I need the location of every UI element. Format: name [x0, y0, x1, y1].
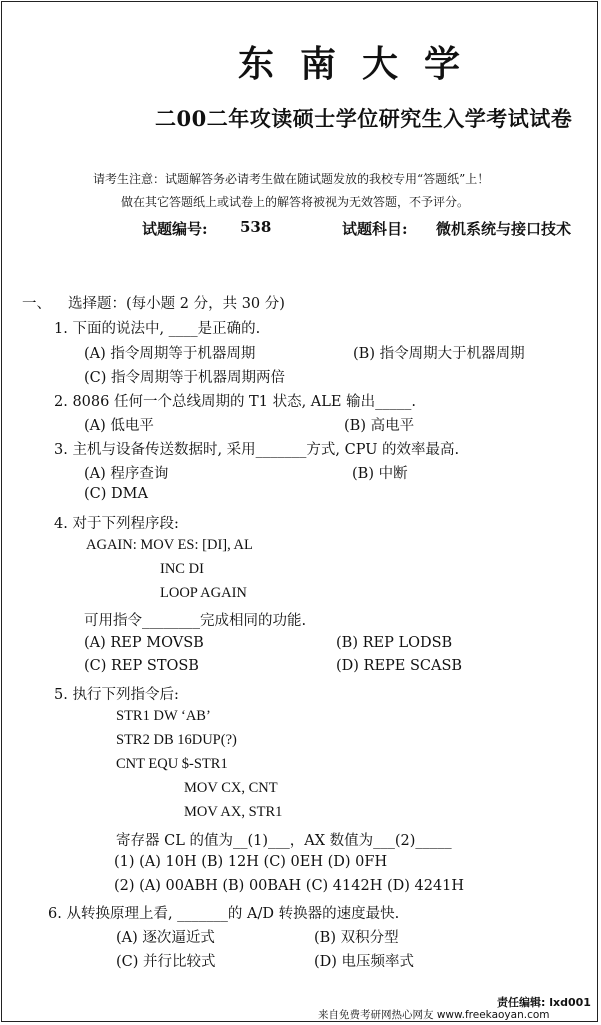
q5-code-line-1: STR1 DW ‘AB’ [116, 708, 211, 724]
q3-stem: 3. 主机与设备传送数据时, 采用_______方式, CPU 的效率最高. [54, 442, 460, 458]
q4-code-line-2: INC DI [160, 561, 204, 577]
exam-title: 二00二年攻读硕士学位研究生入学考试试卷 [155, 106, 573, 131]
q5-options-2: (2) (A) 00ABH (B) 00BAH (C) 4142H (D) 4241H [114, 878, 465, 894]
q4-option-b: (B) REP LODSB [336, 635, 453, 651]
subject-value: 微机系统与接口技术 [436, 220, 572, 238]
q5-code-line-3: CNT EQU $-STR1 [116, 756, 228, 772]
q4-option-c: (C) REP STOSB [84, 658, 199, 674]
section-title: 选择题：(每小题 2 分，共 30 分) [68, 296, 285, 312]
q4-code-line-3: LOOP AGAIN [160, 585, 247, 601]
q3-option-a: (A) 程序查询 [84, 466, 169, 482]
q4-stem: 4. 对于下列程序段: [54, 516, 179, 532]
q1-option-c: (C) 指令周期等于机器周期两倍 [84, 370, 286, 386]
code-value: 538 [240, 218, 272, 236]
q4-option-a: (A) REP MOVSB [84, 635, 204, 651]
subject-label: 试题科目: [342, 220, 408, 238]
q4-instruction: 可用指令________完成相同的功能. [84, 613, 307, 629]
q4-code-line-1: AGAIN: MOV ES: [DI], AL [86, 537, 253, 553]
notice-line-1: 请考生注意：试题解答务必请考生做在随试题发放的我校专用“答题纸”上！ [93, 172, 490, 186]
q6-option-c: (C) 并行比较式 [116, 954, 216, 970]
q2-option-b: (B) 高电平 [344, 418, 415, 434]
q3-option-b: (B) 中断 [352, 466, 408, 482]
section-number: 一、 [22, 296, 51, 312]
q5-question: 寄存器 CL 的值为__(1)___，AX 数值为___(2)_____ [116, 833, 452, 849]
q6-stem: 6. 从转换原理上看, _______的 A/D 转换器的速度最快. [48, 906, 400, 922]
university-name: 东南大学 [238, 43, 487, 85]
q3-option-c: (C) DMA [84, 486, 148, 502]
q5-code-line-4: MOV CX, CNT [184, 780, 278, 796]
code-label: 试题编号: [142, 220, 208, 238]
notice-line-2: 做在其它答题纸上或试卷上的解答将被视为无效答题，不予评分。 [121, 195, 470, 209]
q6-option-b: (B) 双积分型 [314, 930, 399, 946]
q6-option-a: (A) 逐次逼近式 [116, 930, 215, 946]
q2-stem: 2. 8086 任何一个总线周期的 T1 状态, ALE 输出_____. [54, 394, 416, 410]
q5-code-line-2: STR2 DB 16DUP(?) [116, 732, 237, 748]
q5-options-1: (1) (A) 10H (B) 12H (C) 0EH (D) 0FH [114, 854, 388, 870]
q1-option-a: (A) 指令周期等于机器周期 [84, 346, 256, 362]
q5-code-line-5: MOV AX, STR1 [184, 804, 283, 820]
q1-option-b: (B) 指令周期大于机器周期 [353, 346, 525, 362]
q5-stem: 5. 执行下列指令后: [54, 687, 179, 703]
q1-stem: 1. 下面的说法中, ____是正确的. [54, 321, 261, 337]
q2-option-a: (A) 低电平 [84, 418, 154, 434]
q4-option-d: (D) REPE SCASB [336, 658, 463, 674]
editor-note: 责任编辑: lxd001 [497, 996, 591, 1009]
q6-option-d: (D) 电压频率式 [314, 954, 415, 970]
source-watermark: 来自免费考研网热心网友 www.freekaoyan.com [318, 1009, 550, 1021]
